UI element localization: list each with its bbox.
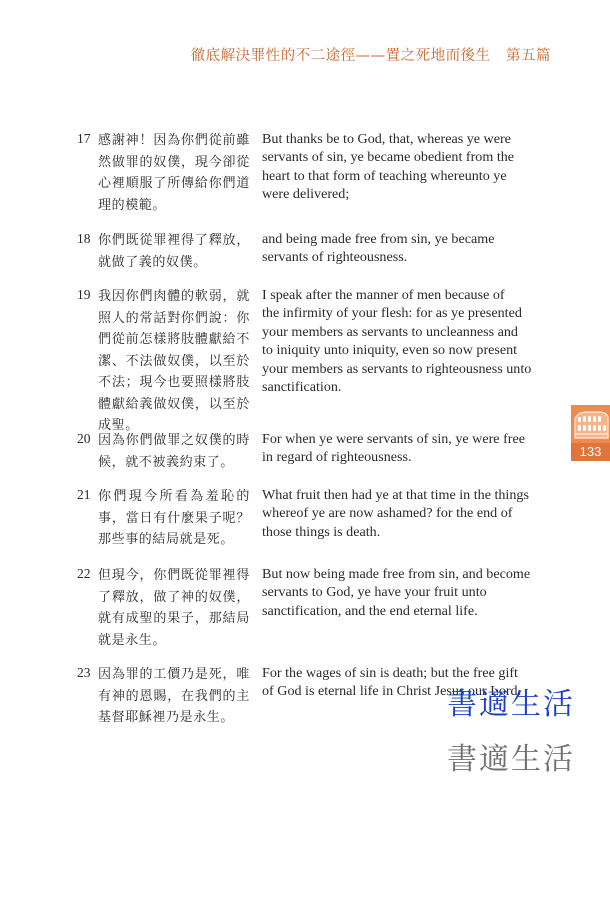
en-line: servants to God, ye have your fruit unto — [262, 584, 487, 601]
verse-english-text — [262, 486, 542, 541]
verse-chinese-text: 你們既從罪裡得了釋放，就做了義的奴僕。 — [98, 233, 250, 270]
colosseum-icon — [571, 405, 610, 443]
verse-number: 18 — [77, 231, 91, 246]
verse-chinese-text: 你們現今所看為羞恥的事，當日有什麼果子呢？那些事的結局就是死。 — [98, 489, 250, 547]
en-line: your members as servants to righteousness unto — [262, 360, 532, 377]
verse-number: 17 — [77, 131, 91, 146]
en-line: whereof ye are now ashamed? for the end of — [262, 505, 513, 522]
verse-chinese-text: 因為罪的工價乃是死，唯有神的恩賜，在我們的主基督耶穌裡乃是永生。 — [98, 667, 250, 725]
watermark-gray: 書適生活 — [447, 742, 575, 777]
chapter-tab-image — [571, 405, 610, 443]
en-line: But now being made free from sin, and become — [262, 566, 531, 582]
page-number: 133 — [571, 443, 610, 461]
en-line: sanctification, and the end eternal life. — [262, 602, 478, 619]
verse-english-text — [262, 565, 542, 620]
en-line: But thanks be to God, that, whereas ye were — [262, 131, 511, 147]
verse-number: 22 — [77, 566, 91, 581]
en-line: heart to that form of teaching whereunto ye — [262, 167, 507, 184]
verse-chinese-text: 感謝神！因為你們從前雖然做罪的奴僕，現今卻從心裡順服了所傳給你們道理的模範。 — [98, 133, 250, 213]
running-head-title: 徹底解決罪性的不二途徑——置之死地而後生 — [190, 48, 491, 64]
en-line: the infirmity of your flesh: for as ye presented — [262, 305, 522, 322]
en-line: What fruit then had ye at that time in the things — [262, 487, 529, 503]
running-head — [0, 44, 551, 65]
verse-chinese-text: 我因你們肉體的軟弱，就照人的常話對你們說：你們從前怎樣將肢體獻給不潔、不法做奴僕，以至於不法；現今也要照樣將肢體獻給義做奴僕，以至於成聖。 — [98, 289, 250, 433]
en-line: and being made free from sin, ye became — [262, 231, 495, 247]
verse-number: 19 — [77, 287, 91, 302]
verse-english-text — [262, 286, 542, 396]
chapter-tab — [571, 405, 610, 461]
verse-number: 21 — [77, 487, 91, 502]
en-line: those things is death. — [262, 523, 381, 540]
en-line: For when ye were servants of sin, ye were free — [262, 431, 525, 447]
en-line: I speak after the manner of men because of — [262, 287, 505, 303]
verse-english-text — [262, 430, 542, 467]
en-line: were delivered; — [262, 186, 350, 203]
verse-number: 23 — [77, 665, 91, 680]
en-line: sanctification. — [262, 379, 342, 396]
verse-number: 20 — [77, 431, 91, 446]
watermark-blue: 書適生活 — [447, 687, 575, 722]
en-line: in regard of righteousness. — [262, 449, 412, 466]
verse-chinese-text: 但現今，你們既從罪裡得了釋放，做了神的奴僕，就有成聖的果子，那結局就是永生。 — [98, 568, 250, 648]
verse-english-text — [262, 130, 542, 204]
en-line: of God is eternal life in Christ Jesus our Lord. — [262, 683, 522, 700]
verse-english-text — [262, 230, 542, 267]
en-line: For the wages of sin is death; but the free gift — [262, 665, 518, 681]
en-line: servants of sin, ye became obedient from the — [262, 149, 515, 166]
running-head-section: 第五篇 — [506, 48, 551, 64]
en-line: to iniquity unto iniquity, even so now present — [262, 342, 518, 359]
verse-chinese-text: 因為你們做罪之奴僕的時候，就不被義約束了。 — [98, 433, 250, 470]
en-line: your members as servants to uncleanness and — [262, 323, 518, 340]
en-line: servants of righteousness. — [262, 249, 408, 266]
